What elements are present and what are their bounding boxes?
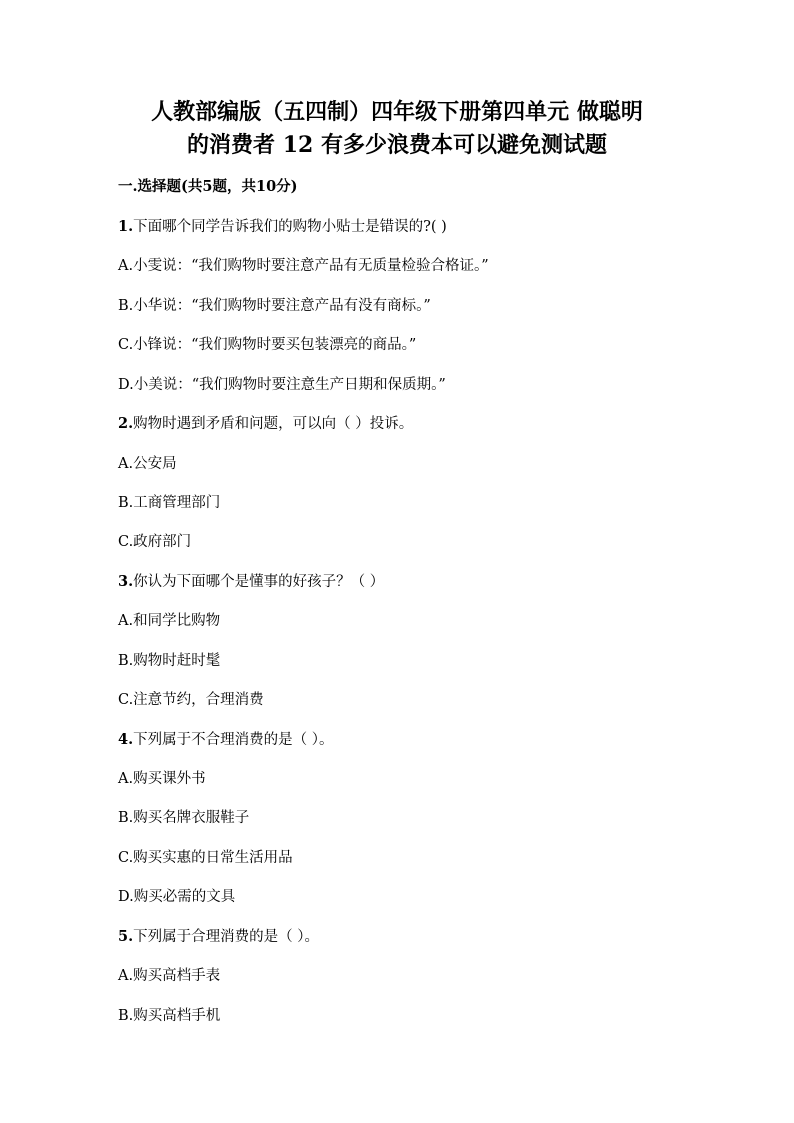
question-3 [118, 572, 384, 592]
question-1-option-d: D.小美说：“我们购物时要注意生产日期和保质期。” [118, 377, 446, 393]
question-number: 5. [118, 928, 134, 945]
question-4-option-b: B.购买名牌衣服鞋子 [118, 810, 250, 826]
question-stem: 下列属于合理消费的是（ ）。 [133, 929, 319, 945]
question-number: 4. [118, 731, 134, 748]
question-1 [118, 217, 447, 237]
question-stem: 下列属于不合理消费的是（ ）。 [133, 732, 334, 748]
question-2-option-a: A.公安局 [118, 456, 177, 472]
question-3-option-a: A.和同学比购物 [118, 613, 221, 629]
question-1-option-a: A.小雯说：“我们购物时要注意产品有无质量检验合格证。” [118, 258, 489, 274]
question-3-option-b: B.购物时赶时髦 [118, 653, 221, 669]
question-1-option-b: B.小华说：“我们购物时要注意产品有没有商标。” [118, 298, 431, 314]
question-2-option-b: B.工商管理部门 [118, 495, 221, 511]
question-2-option-c: C.政府部门 [118, 534, 192, 550]
question-2 [118, 414, 413, 434]
question-1-option-c: C.小锋说：“我们购物时要买包装漂亮的商品。” [118, 337, 417, 353]
question-stem: 购物时遇到矛盾和问题，可以向（ ）投诉。 [133, 416, 414, 432]
question-4 [118, 730, 334, 750]
question-4-option-c: C.购买实惠的日常生活用品 [118, 850, 293, 866]
question-4-option-d: D.购买必需的文具 [118, 889, 236, 905]
question-stem: 你认为下面哪个是懂事的好孩子？（ ） [133, 574, 385, 590]
question-5-option-b: B.购买高档手机 [118, 1008, 221, 1024]
question-3-option-c: C.注意节约，合理消费 [118, 692, 264, 708]
question-number: 1. [118, 218, 134, 235]
question-number: 3. [118, 573, 134, 590]
question-stem: 下面哪个同学告诉我们的购物小贴士是错误的?( ) [133, 219, 447, 235]
question-number: 2. [118, 415, 134, 432]
question-4-option-a: A.购买课外书 [118, 771, 206, 787]
document-title-line-2: 的消费者 12 有多少浪费本可以避免测试题 [187, 132, 607, 158]
section-heading: 一.选择题(共5题，共10分) [118, 178, 298, 195]
document-title-line-1: 人教部编版（五四制）四年级下册第四单元 做聪明 [151, 99, 643, 125]
question-5-option-a: A.购买高档手表 [118, 968, 221, 984]
question-5 [118, 927, 319, 947]
